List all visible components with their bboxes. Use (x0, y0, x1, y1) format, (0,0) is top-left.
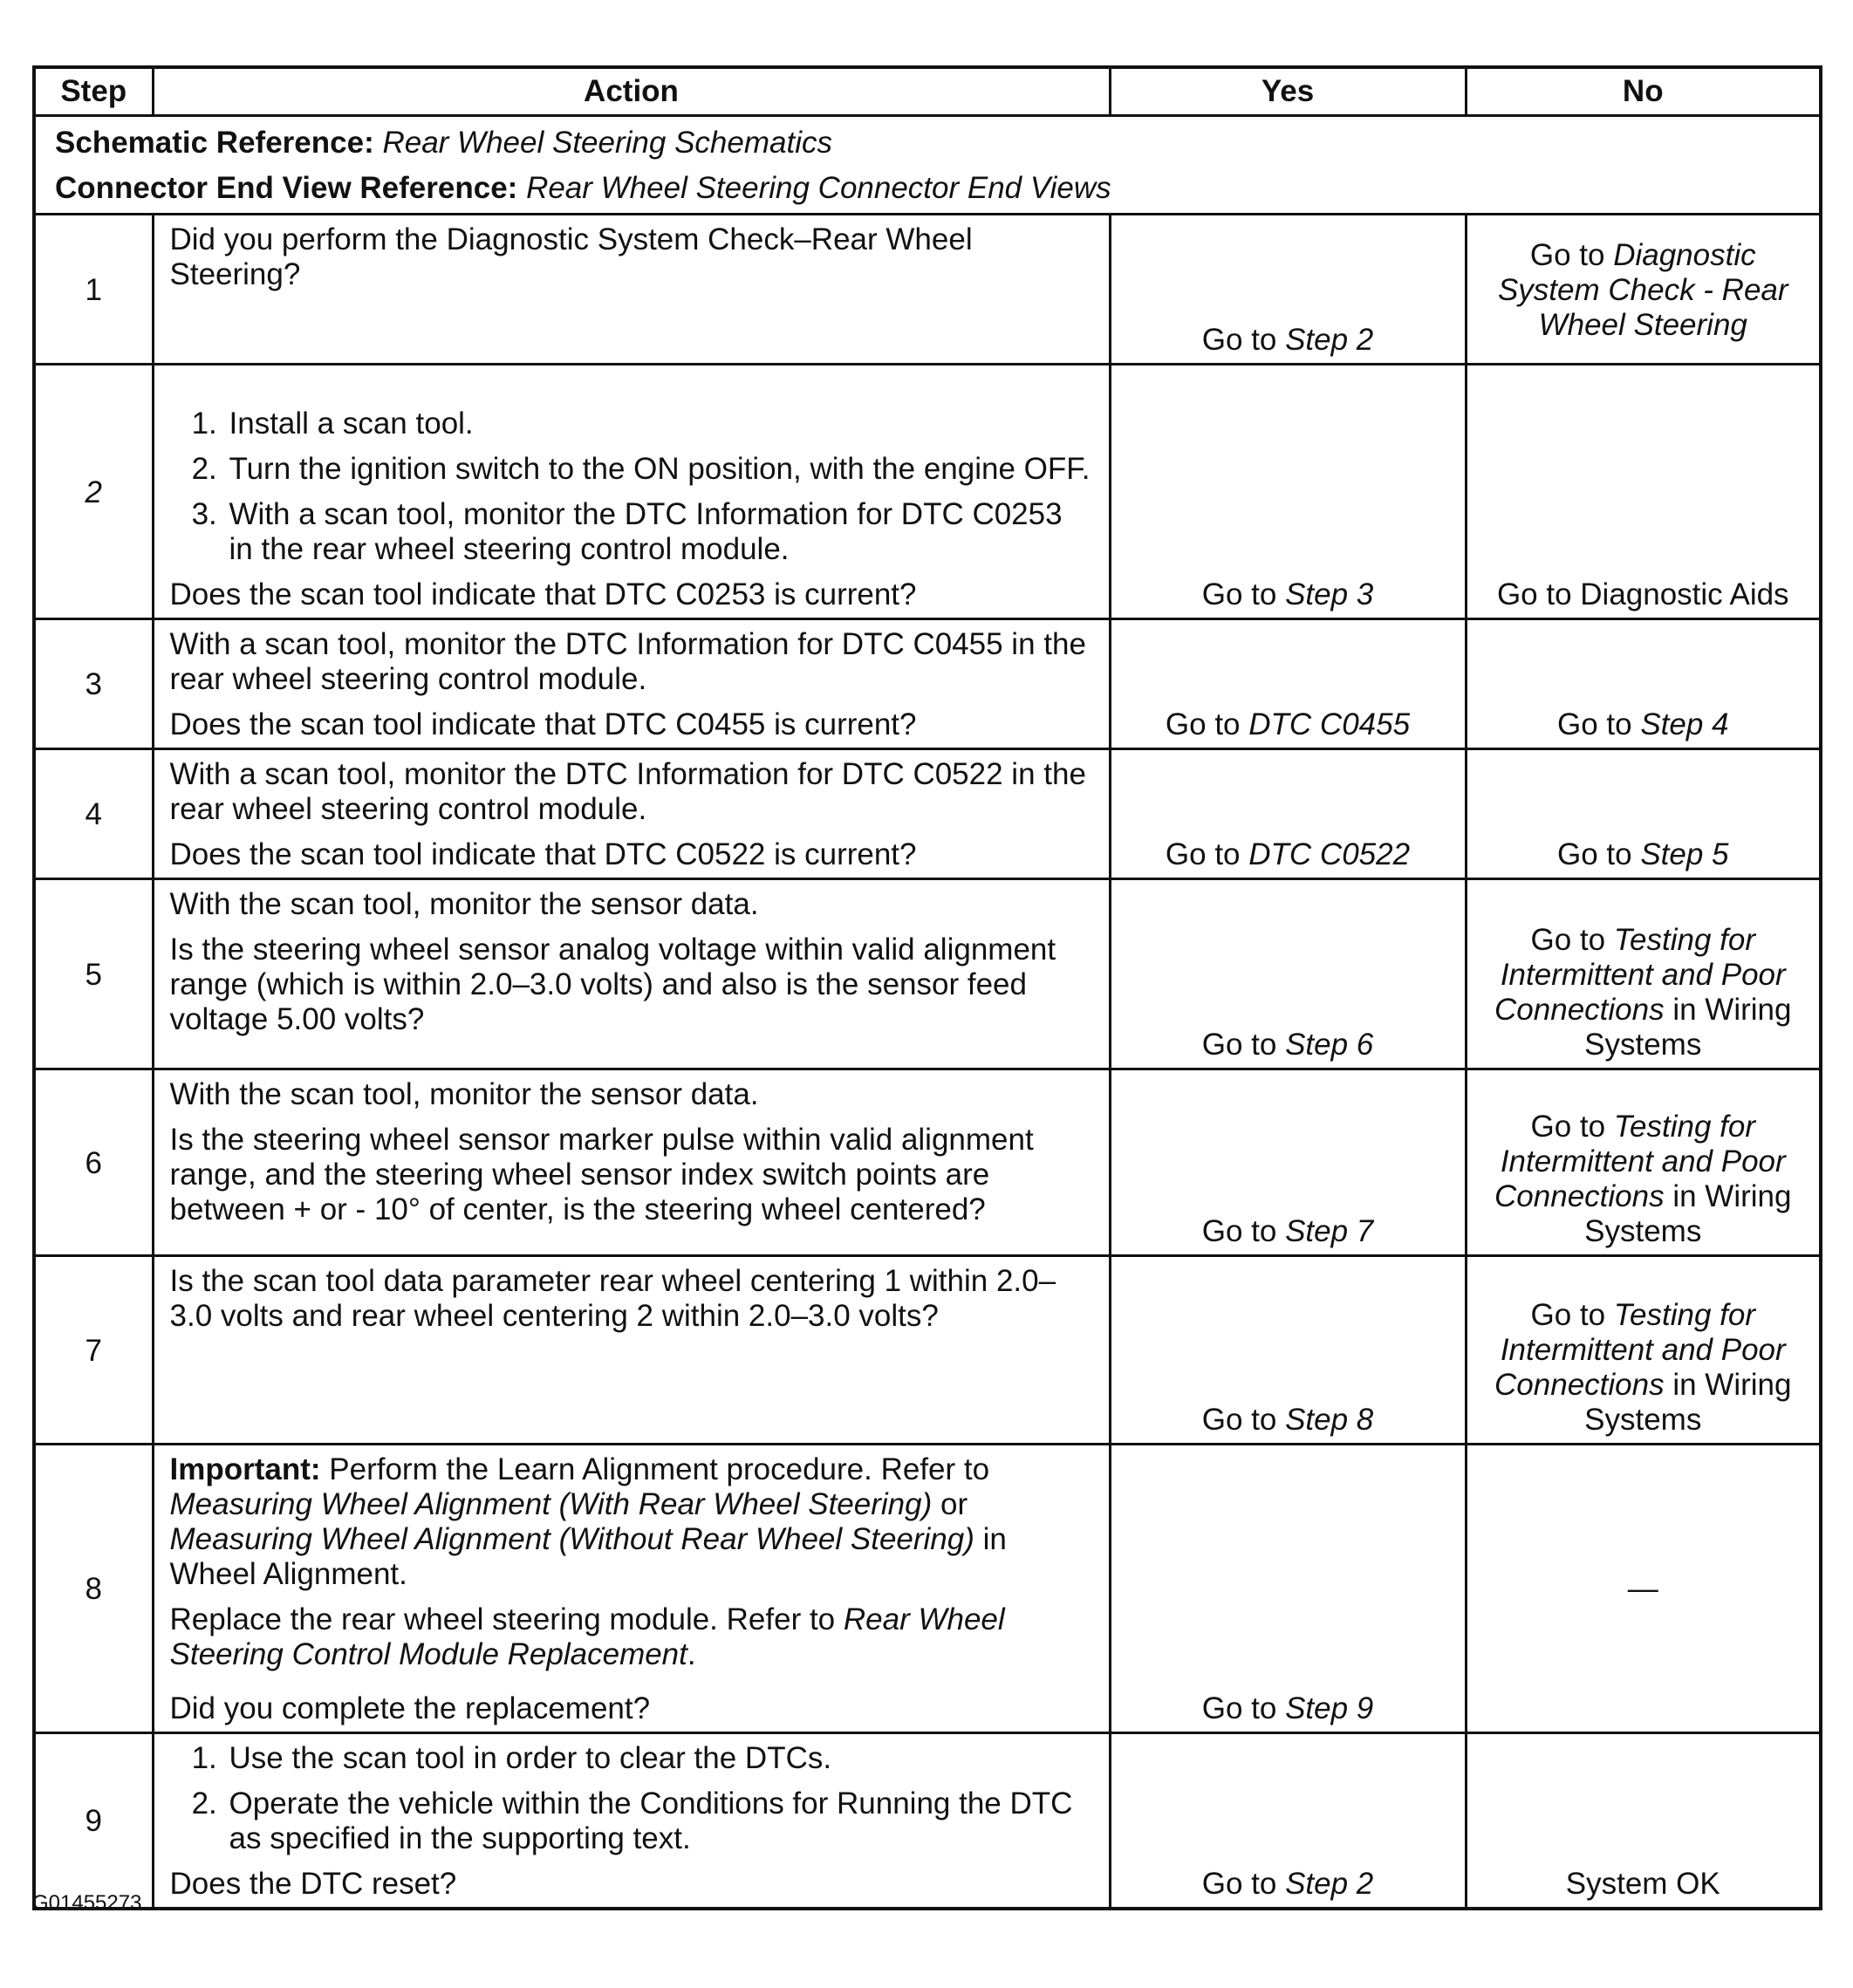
step-number: 2 (34, 365, 153, 619)
action-text: With the scan tool, monitor the sensor data. (169, 1077, 759, 1111)
yes-cell (1110, 619, 1466, 749)
action-text: Did you perform the Diagnostic System Check–Rear Wheel Steering? (169, 222, 973, 291)
list-item: 2. Operate the vehicle within the Conditions for Running the DTC as specified in the supporting text. (226, 1786, 1093, 1856)
yes-cell (1110, 1069, 1466, 1256)
in-text: in Wheel Alignment. (169, 1522, 1007, 1591)
no-link[interactable]: Step 5 (1640, 837, 1729, 871)
no-link[interactable]: Go to Diagnostic Aids (1496, 577, 1789, 611)
no-cell (1466, 1256, 1821, 1445)
header-yes: Yes (1110, 67, 1466, 116)
action-cell (153, 1069, 1110, 1256)
no-cell (1466, 749, 1821, 879)
action-cell (153, 879, 1110, 1069)
schematic-reference-link[interactable]: Rear Wheel Steering Schematics (382, 126, 832, 160)
no-cell (1466, 1733, 1821, 1909)
yes-prefix: Go to (1201, 323, 1277, 357)
yes-prefix: Go to (1165, 837, 1241, 871)
yes-link[interactable]: Step 8 (1285, 1403, 1374, 1437)
replace-text: Replace the rear wheel steering module. Refer to (169, 1602, 836, 1636)
replace-instruction (170, 1602, 1093, 1672)
no-cell (1466, 619, 1821, 749)
action-cell (153, 1445, 1110, 1733)
list-item: 1. Use the scan tool in order to clear the DTCs. (226, 1741, 1093, 1776)
connector-reference (55, 171, 1800, 206)
action-question: Is the steering wheel sensor analog voltage within valid alignment range (which is within 2.0–3.0 volts) and also is the sensor feed voltage 5.00 volts? (169, 933, 1056, 1036)
no-result: System OK (1565, 1867, 1720, 1901)
reference-cell (34, 116, 1821, 215)
yes-cell (1110, 1256, 1466, 1445)
step-number: 9 (34, 1733, 153, 1909)
action-list (170, 1741, 1093, 1856)
no-prefix: Go to (1530, 1110, 1606, 1144)
step-number: 1 (34, 215, 153, 365)
no-suffix: in Wiring Systems (1584, 1179, 1792, 1248)
table-row (34, 215, 1821, 365)
list-item: 2. Turn the ignition switch to the ON position, with the engine OFF. (226, 452, 1093, 487)
table-row (34, 749, 1821, 879)
yes-link[interactable]: Step 2 (1285, 323, 1374, 357)
step-number: 6 (34, 1069, 153, 1256)
schematic-reference-label: Schematic Reference: (55, 126, 374, 160)
no-cell (1466, 879, 1821, 1069)
yes-cell (1110, 365, 1466, 619)
yes-cell (1110, 749, 1466, 879)
step-number: 7 (34, 1256, 153, 1445)
table-row (34, 1445, 1821, 1733)
list-item: 3. With a scan tool, monitor the DTC Information for DTC C0253 in the rear wheel steering control module. (226, 497, 1093, 567)
yes-prefix: Go to (1201, 1403, 1277, 1437)
yes-cell (1110, 1733, 1466, 1909)
action-text: With a scan tool, monitor the DTC Information for DTC C0455 in the rear wheel steering control module. (169, 627, 1086, 696)
no-link[interactable]: Testing for Intermittent and Poor Connections (1494, 923, 1786, 1027)
header-row (34, 67, 1821, 116)
action-cell (153, 1256, 1110, 1445)
yes-cell (1110, 1445, 1466, 1733)
reference-link[interactable]: Measuring Wheel Alignment (With Rear Wheel Steering) (169, 1487, 933, 1521)
action-cell (153, 365, 1110, 619)
no-cell (1466, 1069, 1821, 1256)
yes-link[interactable]: Step 7 (1285, 1214, 1374, 1248)
yes-prefix: Go to (1201, 577, 1277, 611)
yes-link[interactable]: Step 2 (1285, 1867, 1374, 1901)
yes-prefix: Go to (1201, 1691, 1277, 1725)
yes-cell (1110, 215, 1466, 365)
yes-link[interactable]: DTC C0522 (1248, 837, 1411, 871)
yes-link[interactable]: Step 9 (1285, 1691, 1374, 1725)
no-link[interactable]: Testing for Intermittent and Poor Connections (1494, 1110, 1786, 1213)
yes-cell (1110, 879, 1466, 1069)
action-text: Is the scan tool data parameter rear wheel centering 1 within 2.0–3.0 volts and rear wheel centering 2 within 2.0–3.0 volts? (169, 1264, 1056, 1333)
no-prefix: Go to (1530, 1298, 1606, 1332)
action-question: Did you complete the replacement? (169, 1691, 651, 1725)
figure-id: G01455273 (32, 1891, 142, 1915)
important-note (170, 1452, 1093, 1592)
no-suffix: in Wiring Systems (1584, 993, 1792, 1062)
action-text: With the scan tool, monitor the sensor data. (169, 887, 759, 921)
step-number: 4 (34, 749, 153, 879)
no-cell (1466, 365, 1821, 619)
table-row (34, 1733, 1821, 1909)
no-prefix: Go to (1556, 837, 1632, 871)
no-link[interactable]: Step 4 (1640, 707, 1729, 741)
diagnostic-table (32, 65, 1822, 1910)
no-dash: — (1627, 1572, 1658, 1606)
period: . (687, 1637, 696, 1671)
yes-prefix: Go to (1201, 1214, 1277, 1248)
yes-prefix: Go to (1165, 707, 1241, 741)
table-row (34, 619, 1821, 749)
no-prefix: Go to (1529, 237, 1605, 272)
reference-row (34, 116, 1821, 215)
no-suffix: in Wiring Systems (1584, 1368, 1792, 1437)
table-row (34, 1069, 1821, 1256)
no-link[interactable]: Testing for Intermittent and Poor Connections (1494, 1298, 1786, 1402)
action-cell (153, 619, 1110, 749)
action-question: Does the DTC reset? (169, 1867, 457, 1901)
action-question: Does the scan tool indicate that DTC C0522 is current? (169, 837, 917, 871)
connector-reference-link[interactable]: Rear Wheel Steering Connector End Views (526, 171, 1111, 205)
action-text: With a scan tool, monitor the DTC Information for DTC C0522 in the rear wheel steering control module. (169, 757, 1086, 826)
yes-prefix: Go to (1201, 1867, 1277, 1901)
or-text: or (940, 1487, 968, 1521)
action-list (170, 406, 1093, 567)
connector-reference-label: Connector End View Reference: (55, 171, 518, 205)
yes-link[interactable]: DTC C0455 (1248, 707, 1411, 741)
step-number: 8 (34, 1445, 153, 1733)
no-link[interactable]: Diagnostic System Check - Rear Wheel Steering (1497, 237, 1788, 342)
header-no: No (1466, 67, 1821, 116)
action-cell (153, 1733, 1110, 1909)
step-number: 5 (34, 879, 153, 1069)
header-action: Action (153, 67, 1110, 116)
yes-prefix: Go to (1201, 1028, 1277, 1062)
header-step: Step (34, 67, 153, 116)
no-cell (1466, 1445, 1821, 1733)
no-prefix: Go to (1530, 923, 1606, 957)
yes-link[interactable]: Step 3 (1285, 577, 1374, 611)
reference-link[interactable]: Measuring Wheel Alignment (Without Rear Wheel Steering) (169, 1522, 974, 1556)
action-question: Is the steering wheel sensor marker pulse within valid alignment range, and the steering wheel sensor index switch points are between + or - 10° of center, is the steering wheel centered? (169, 1123, 1034, 1226)
table-row (34, 365, 1821, 619)
important-label: Important: (169, 1452, 321, 1486)
no-prefix: Go to (1556, 707, 1632, 741)
important-text: Perform the Learn Alignment procedure. Refer to (329, 1452, 990, 1486)
reference-link[interactable]: Rear Wheel Steering Control Module Replacement (169, 1602, 1005, 1671)
no-cell (1466, 215, 1821, 365)
table-row (34, 879, 1821, 1069)
yes-link[interactable]: Step 6 (1285, 1028, 1374, 1062)
table-row (34, 1256, 1821, 1445)
action-cell (153, 749, 1110, 879)
action-cell (153, 215, 1110, 365)
step-number: 3 (34, 619, 153, 749)
action-question: Does the scan tool indicate that DTC C0253 is current? (169, 577, 917, 611)
list-item: 1. Install a scan tool. (226, 406, 1093, 441)
action-question: Does the scan tool indicate that DTC C0455 is current? (169, 707, 917, 741)
schematic-reference (55, 126, 1800, 161)
